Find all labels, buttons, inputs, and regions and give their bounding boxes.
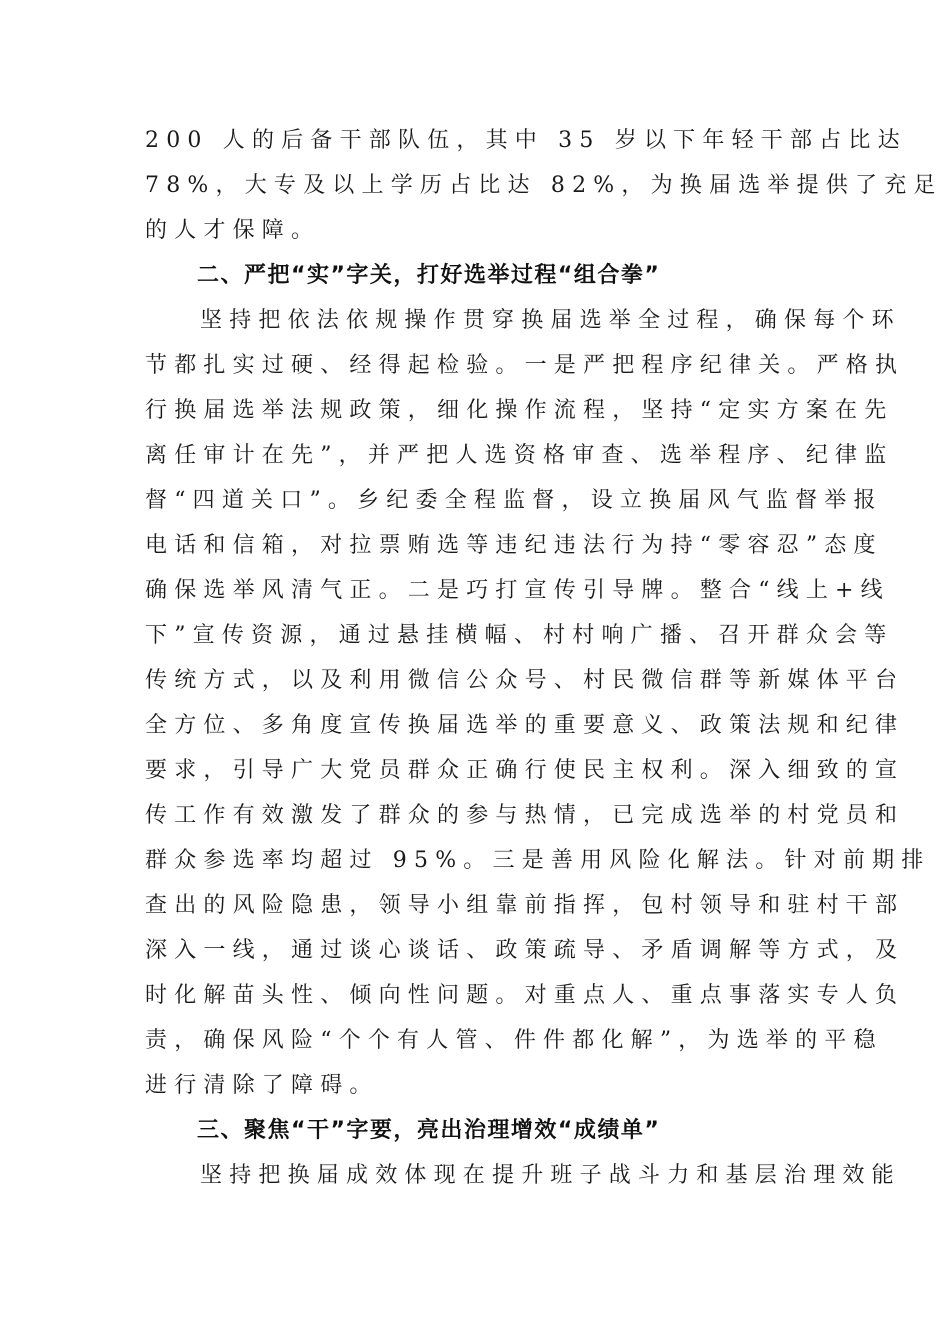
body-line: 下”宣传资源，通过悬挂横幅、村村响广播、召开群众会等: [145, 623, 894, 648]
body-line: 离任审计在先”，并严把人选资格审查、选举程序、纪律监: [145, 443, 894, 468]
body-line: 200 人的后备干部队伍，其中 35 岁以下年轻干部占比达: [145, 128, 907, 153]
body-line: 全方位、多角度宣传换届选举的重要意义、政策法规和纪律: [145, 713, 905, 738]
body-line: 的人才保障。: [145, 218, 321, 243]
body-line: 坚持把换届成效体现在提升班子战斗力和基层治理效能: [200, 1163, 901, 1188]
body-line: 传工作有效激发了群众的参与热情，已完成选举的村党员和: [145, 803, 905, 828]
body-line: 电话和信箱，对拉票贿选等违纪违法行为持“零容忍”态度: [145, 533, 883, 558]
body-line: 查出的风险隐患，领导小组靠前指挥，包村领导和驻村干部: [145, 893, 905, 918]
body-line: 传统方式，以及利用微信公众号、村民微信群等新媒体平台: [145, 668, 905, 693]
body-line: 群众参选率均超过 95%。三是善用风险化解法。针对前期排: [145, 848, 931, 873]
body-line: 节都扎实过硬、经得起检验。一是严把程序纪律关。严格执: [145, 353, 905, 378]
body-line: 要求，引导广大党员群众正确行使民主权利。深入细致的宣: [145, 758, 905, 783]
body-line: 时化解苗头性、倾向性问题。对重点人、重点事落实专人负: [145, 983, 905, 1008]
body-line: 坚持把依法依规操作贯穿换届选举全过程，确保每个环: [200, 308, 901, 333]
body-line: 深入一线，通过谈心谈话、政策疏导、矛盾调解等方式，及: [145, 938, 905, 963]
body-line: 督“四道关口”。乡纪委全程监督，设立换届风气监督举报: [145, 488, 883, 513]
section-heading-2: 二、严把“实”字关，打好选举过程“组合拳”: [197, 263, 661, 288]
body-line: 进行清除了障碍。: [145, 1073, 379, 1098]
body-line: 78%，大专及以上学历占比达 82%，为换届选举提供了充足: [145, 173, 943, 198]
body-line: 确保选举风清气正。二是巧打宣传引导牌。整合“线上+线: [145, 578, 890, 603]
section-heading-3: 三、聚焦“干”字要，亮出治理增效“成绩单”: [197, 1118, 661, 1143]
body-line: 行换届选举法规政策，细化操作流程，坚持“定实方案在先: [145, 398, 894, 423]
body-line: 责，确保风险“个个有人管、件件都化解”，为选举的平稳: [145, 1028, 883, 1053]
